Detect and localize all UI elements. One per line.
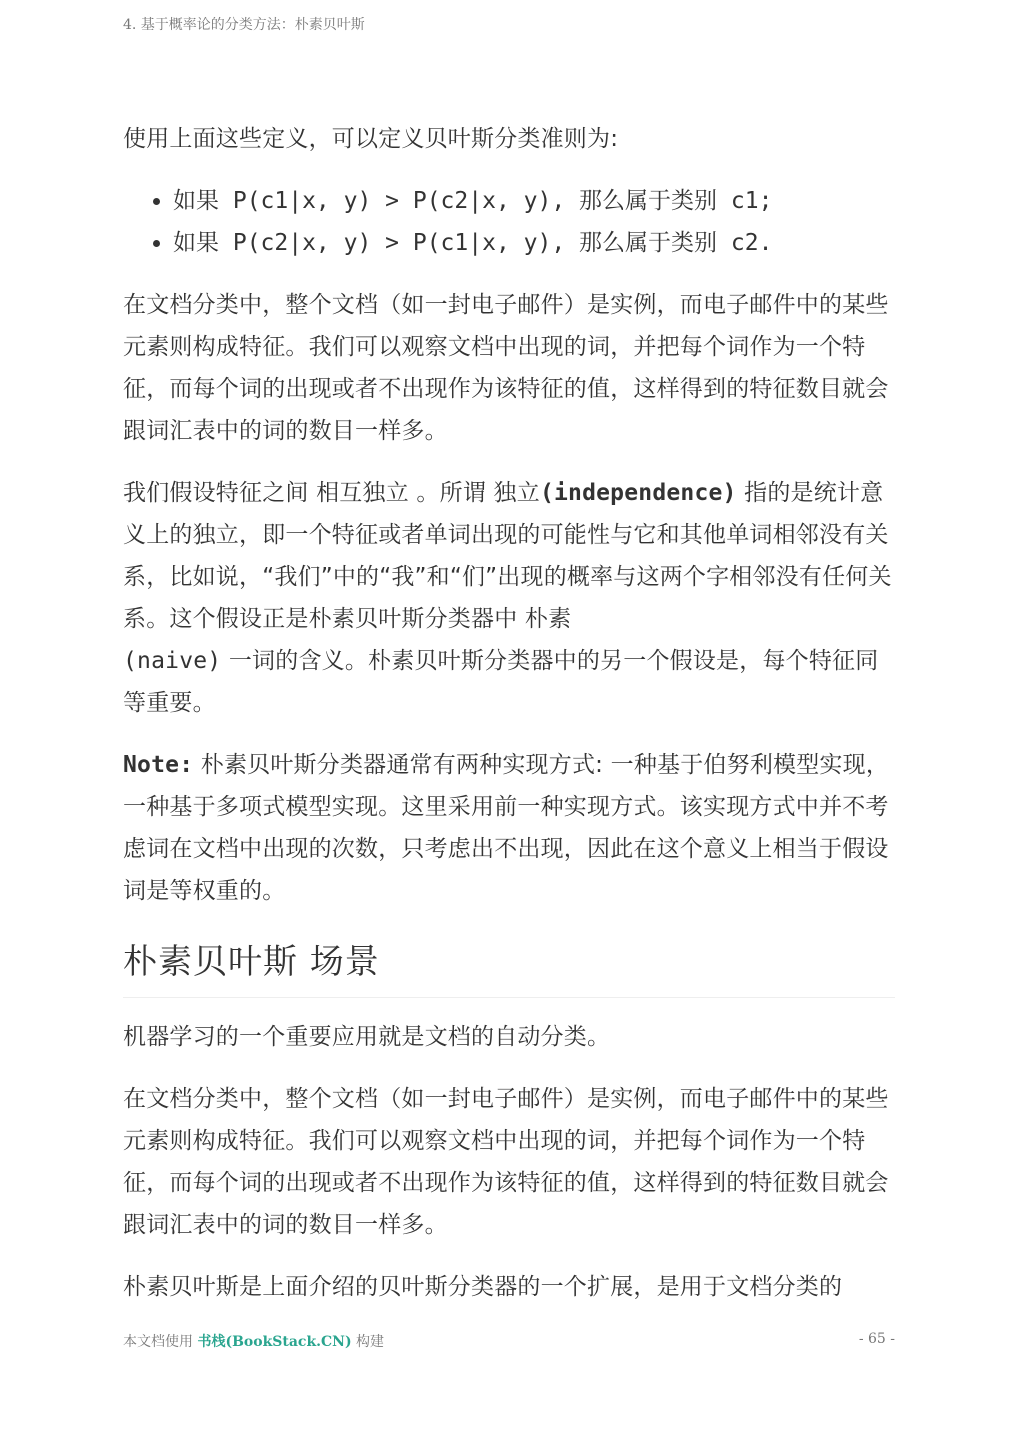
note-text: 朴素贝叶斯分类器通常有两种实现方式: 一种基于伯努利模型实现，一种基于多项式模型实现。这里采用前一种实现方式。该实现方式中并不考虑词在文档中出现的次数，只考虑出不出现，因此在这个意义上相当于假设词是等权重的。 [123, 752, 890, 904]
independence-term: (independence) [539, 480, 737, 506]
doc-classification-paragraph: 在文档分类中，整个文档（如一封电子邮件）是实例，而电子邮件中的某些元素则构成特征。我们可以观察文档中出现的词，并把每个词作为一个特征，而每个词的出现或者不出现作为该特征的值，这样得到的特征数目就会跟词汇表中的词的数目一样多。 [123, 292, 889, 444]
note-paragraph [123, 744, 895, 912]
section-heading: 朴素贝叶斯 场景 [123, 934, 895, 998]
extension-paragraph: 朴素贝叶斯是上面介绍的贝叶斯分类器的一个扩展，是用于文档分类的 [123, 1274, 843, 1300]
rule-item-2: • 如果 P(c2|x, y) > P(c1|x, y), 那么属于类别 c2. [173, 222, 895, 264]
independence-paragraph [123, 472, 895, 724]
note-label: Note: [123, 752, 194, 778]
page-footer [123, 1331, 895, 1351]
naive-term: (naive) [123, 648, 222, 674]
ml-paragraph: 机器学习的一个重要应用就是文档的自动分类。 [123, 1024, 611, 1050]
footer-prefix: 本文档使用 [123, 1334, 198, 1350]
footer-brand-link[interactable]: 书栈(BookStack.CN) [197, 1334, 352, 1350]
running-header: 4. 基于概率论的分类方法：朴素贝叶斯 [123, 17, 365, 33]
independence-text-b: 指的是统计意义上的独立，即一个特征或者单词出现的可能性与它和其他单词相邻没有关系，比如说，“我们”中的“我”和“们”出现的概率与这两个字相邻没有任何关系。这个假设正是朴素贝叶斯分类器中 朴素 [123, 480, 892, 632]
footer-suffix: 构建 [351, 1334, 385, 1350]
rule-item-1: • 如果 P(c1|x, y) > P(c2|x, y), 那么属于类别 c1; [173, 180, 895, 222]
page-number: - 65 - [858, 1331, 895, 1347]
document-content [123, 118, 895, 1328]
rule-list [123, 180, 895, 264]
rule-intro-paragraph: 使用上面这些定义，可以定义贝叶斯分类准则为: [123, 126, 619, 152]
independence-text-a: 我们假设特征之间 相互独立 。所谓 独立 [123, 480, 540, 506]
independence-text-c: 一词的含义。朴素贝叶斯分类器中的另一个假设是，每个特征同等重要。 [123, 648, 879, 716]
doc-classification-paragraph-2: 在文档分类中，整个文档（如一封电子邮件）是实例，而电子邮件中的某些元素则构成特征。我们可以观察文档中出现的词，并把每个词作为一个特征，而每个词的出现或者不出现作为该特征的值，这样得到的特征数目就会跟词汇表中的词的数目一样多。 [123, 1086, 889, 1238]
